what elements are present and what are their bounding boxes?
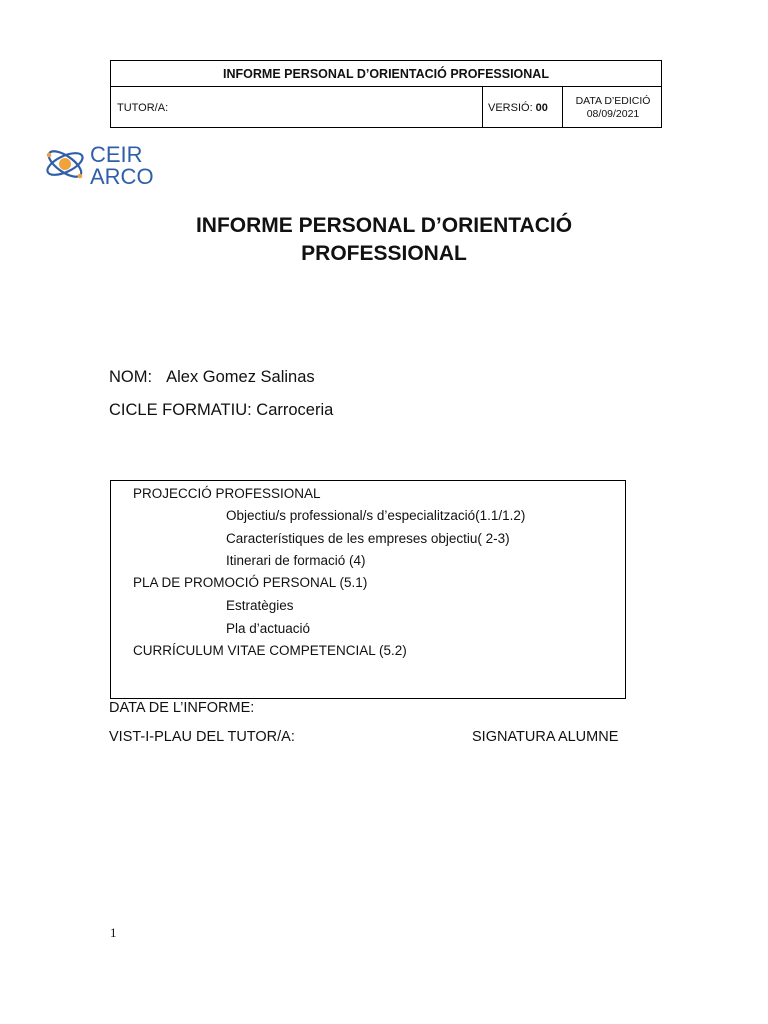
section-projeccio: PROJECCIÓ PROFESSIONAL: [133, 486, 321, 501]
tutor-label: TUTOR/A:: [117, 101, 169, 114]
logo-line1: CEIR: [90, 142, 143, 167]
ceir-arco-logo: [44, 140, 174, 188]
tutor-cell: [111, 87, 483, 128]
data-edicio-value: 08/09/2021: [586, 107, 640, 120]
versio-label: VERSIÓ:: [488, 101, 533, 114]
title-line-2: PROFESSIONAL: [301, 242, 467, 265]
atom-logo-icon: [44, 140, 174, 188]
cicle-value: Carroceria: [256, 401, 334, 419]
vist-i-plau-label: VIST-I-PLAU DEL TUTOR/A:: [109, 729, 295, 745]
cicle-field: [109, 401, 333, 420]
logo-line2: ARCO: [90, 164, 154, 188]
signatura-label: SIGNATURA ALUMNE: [472, 729, 619, 745]
nom-label: NOM:: [109, 368, 153, 386]
document-header-table: [110, 60, 662, 128]
nom-value: Alex Gomez Salinas: [166, 368, 315, 386]
section-pla-promocio: PLA DE PROMOCIÓ PERSONAL (5.1): [133, 575, 368, 590]
header-info-row: [111, 87, 661, 128]
subsection-item: Pla d’actuació: [226, 621, 311, 636]
subsection-item: Estratègies: [226, 598, 294, 613]
title-line-1: INFORME PERSONAL D’ORIENTACIÓ: [195, 214, 573, 237]
versio-value: 00: [535, 101, 548, 114]
cicle-label: CICLE FORMATIU:: [109, 401, 252, 419]
data-informe-label: DATA DE L’INFORME:: [109, 700, 255, 716]
subsection-item: Característiques de les empreses objectiu( 2-3): [226, 531, 510, 546]
data-edicio-label: DATA D’EDICIÓ: [575, 94, 651, 107]
contents-box: [110, 480, 626, 699]
document-title: [100, 212, 668, 268]
subsection-item: Itinerari de formació (4): [226, 553, 366, 568]
data-edicio-cell: [563, 87, 663, 128]
page-number: 1: [110, 925, 117, 940]
versio-cell: [483, 87, 563, 128]
nom-field: [109, 368, 315, 387]
section-curriculum: CURRÍCULUM VITAE COMPETENCIAL (5.2): [133, 643, 407, 658]
header-title: INFORME PERSONAL D’ORIENTACIÓ PROFESSIONAL: [111, 61, 661, 87]
subsection-item: Objectiu/s professional/s d’especialització(1.1/1.2): [226, 508, 526, 523]
